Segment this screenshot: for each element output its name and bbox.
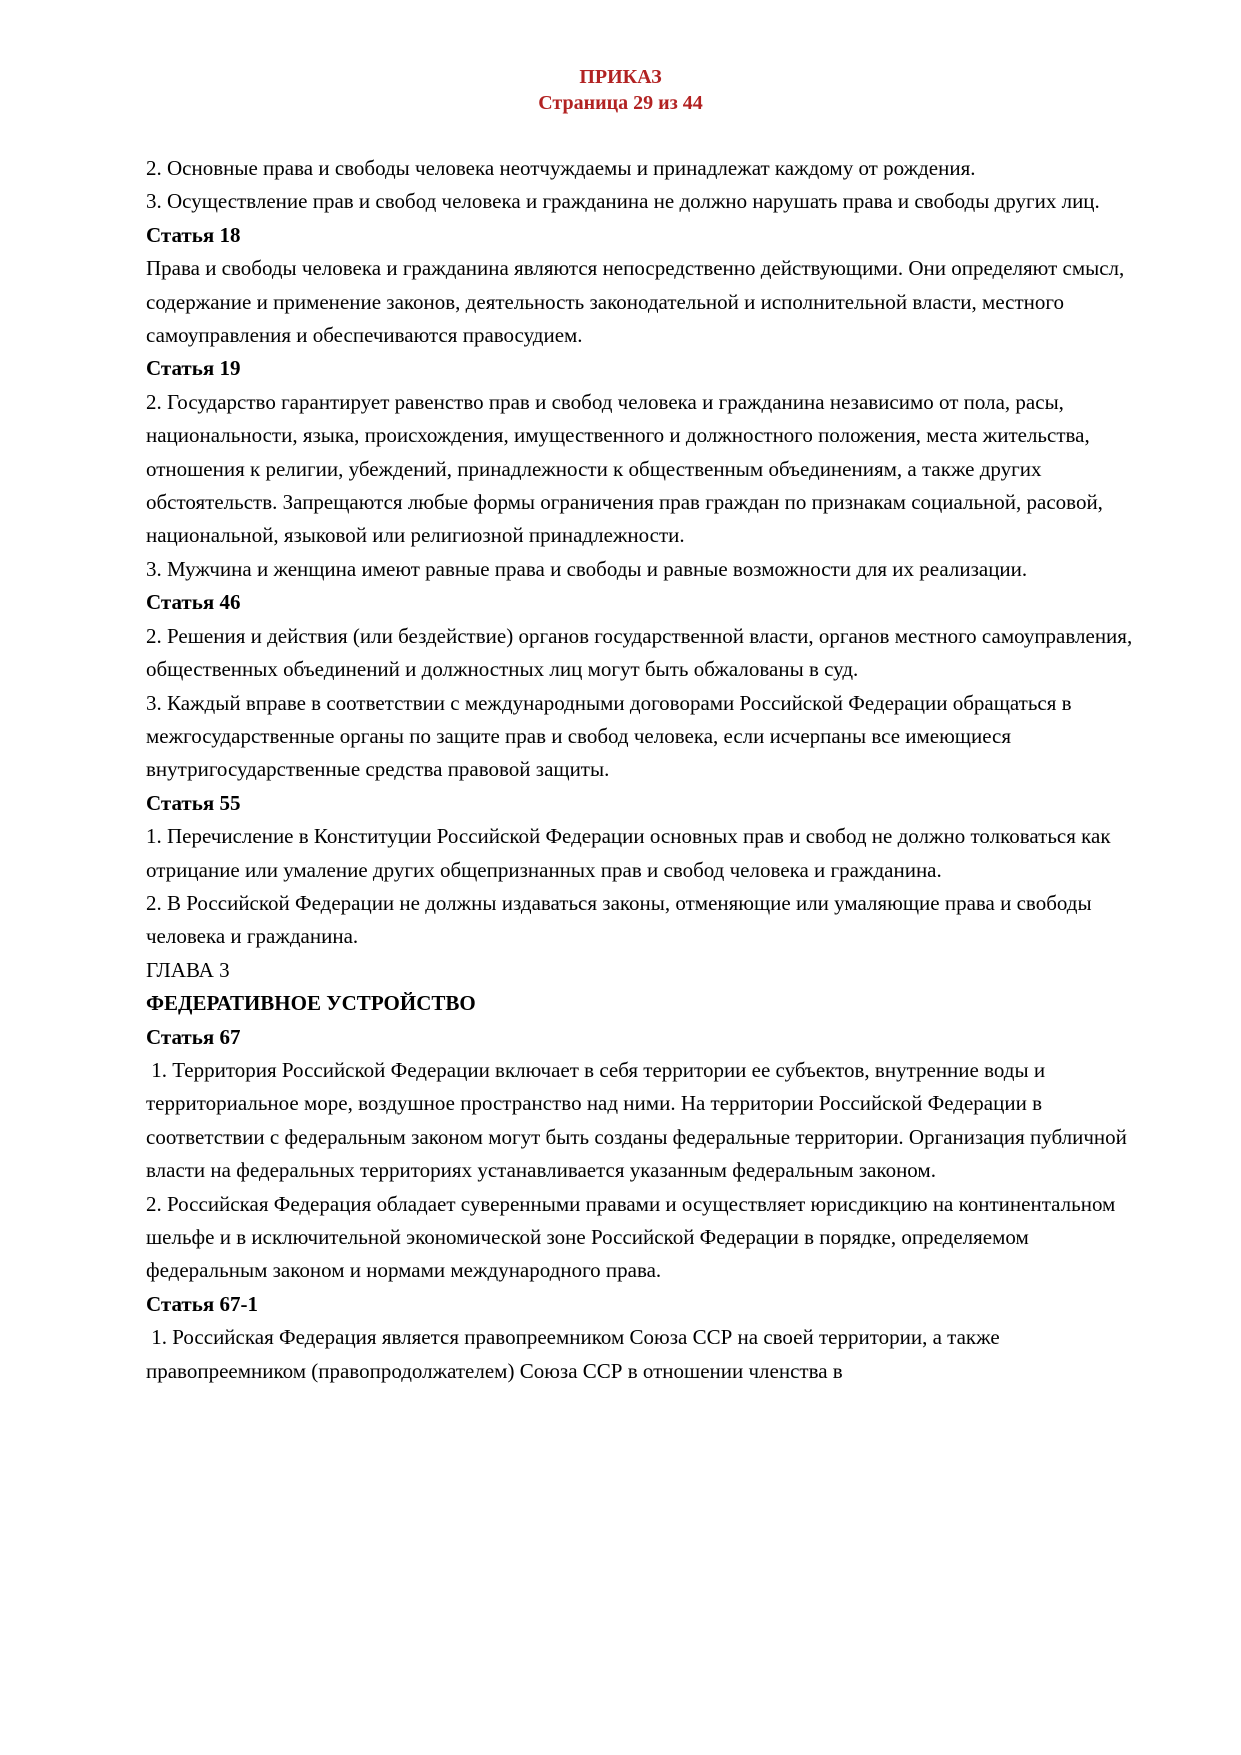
chapter-number: ГЛАВА 3 <box>146 957 230 982</box>
doc-paragraph: 2. Основные права и свободы человека неотчуждаемы и принадлежат каждому от рождения. <box>146 156 976 180</box>
doc-paragraph: Права и свободы человека и гражданина являются непосредственно действующими. Они определяют смысл, содержание и применение законов, деятельность законодательной и исполнительной власти, местного самоуправления и обеспечиваются правосудием. <box>146 256 1130 348</box>
doc-paragraph: 1. Территория Российской Федерации включает в себя территории ее субъектов, внутренние воды и территориальное море, воздушное пространство над ними. На территории Российской Федерации в соответствии с федеральным законом могут быть созданы федеральные территории. Организация публичной власти на федеральных территориях устанавливается указанным федеральным законом. <box>146 1057 1133 1183</box>
doc-paragraph: 2. В Российской Федерации не должны издаваться законы, отменяющие или умаляющие права и свободы человека и гражданина. <box>146 890 1097 949</box>
doc-paragraph: 2. Государство гарантирует равенство прав и свобод человека и гражданина независимо от пола, расы, национальности, языка, происхождения, имущественного и должностного положения, места жительства, отношения к религии, убеждений, принадлежности к общественным объединениям, а также других обстоятельств. Запрещаются любые формы ограничения прав граждан по признакам социальной, расовой, национальной, языковой или религиозной принадлежности. <box>146 389 1109 548</box>
article-67-1-heading: Статья 67-1 <box>146 1291 258 1316</box>
doc-paragraph: 1. Российская Федерация является правопреемником Союза ССР на своей территории, а также правопреемником (правопродолжателем) Союза ССР в отношении членства в <box>146 1325 1005 1383</box>
article-18-heading: Статья 18 <box>146 222 241 247</box>
article-67-heading: Статья 67 <box>146 1024 241 1049</box>
doc-paragraph: 3. Мужчина и женщина имеют равные права и свободы и равные возможности для их реализации. <box>146 556 1028 581</box>
doc-paragraph: 3. Каждый вправе в соответствии с международными договорами Российской Федерации обращаться в межгосударственные органы по защите прав и свобод человека, если исчерпаны все имеющиеся внутригосударственные средства правовой защиты. <box>146 690 1077 782</box>
document-body <box>146 152 1154 1388</box>
article-55-heading: Статья 55 <box>146 790 241 815</box>
doc-paragraph: 1. Перечисление в Конституции Российской Федерации основных прав и свобод не должно толковаться как отрицание или умаление других общепризнанных прав и свобод человека и гражданина. <box>146 824 1116 882</box>
article-46-heading: Статья 46 <box>146 590 241 615</box>
doc-paragraph: 2. Российская Федерация обладает суверенными правами и осуществляет юрисдикцию на континентальном шельфе и в исключительной экономической зоне Российской Федерации в порядке, определяемом федеральным законом и нормами международного права. <box>146 1191 1121 1283</box>
doc-paragraph: 2. Решения и действия (или бездействие) органов государственной власти, органов местного самоуправления, общественных объединений и должностных лиц могут быть обжалованы в суд. <box>146 623 1138 682</box>
document-title: ПРИКАЗ <box>579 66 662 88</box>
page-indicator: Страница 29 из 44 <box>538 92 703 114</box>
doc-paragraph: 3. Осуществление прав и свобод человека и гражданина не должно нарушать права и свободы других лиц. <box>146 189 1100 214</box>
chapter-title: ФЕДЕРАТИВНОЕ УСТРОЙСТВО <box>146 991 476 1016</box>
document-header <box>0 64 1241 116</box>
article-19-heading: Статья 19 <box>146 356 241 381</box>
